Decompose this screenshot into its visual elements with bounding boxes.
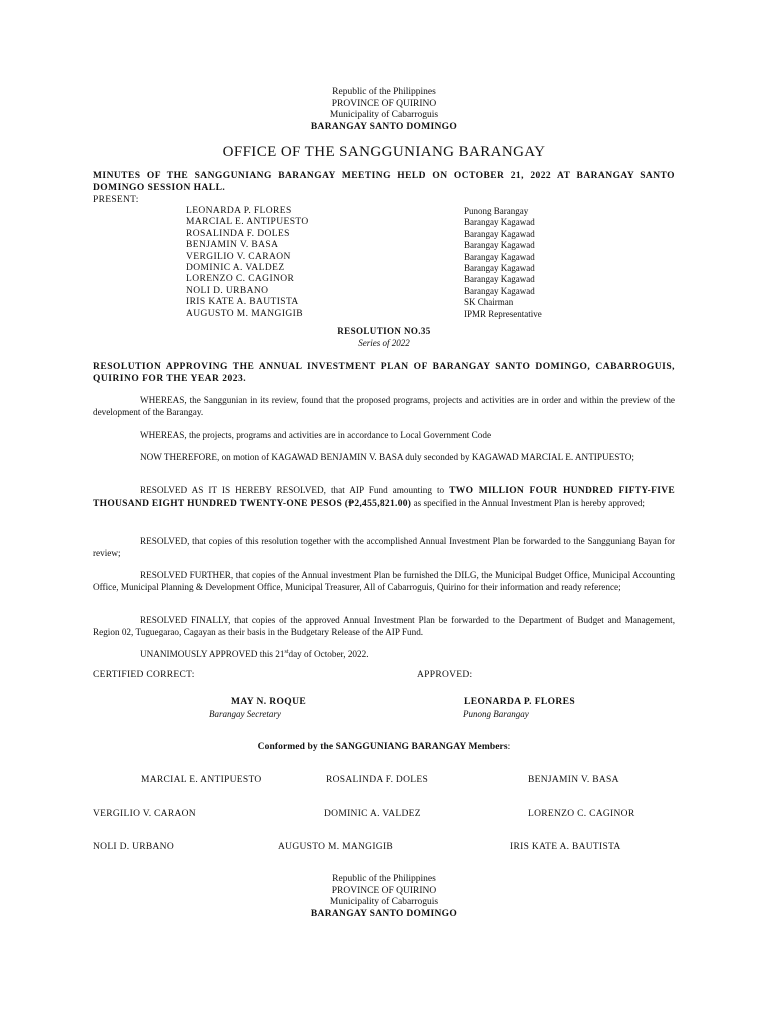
resolved-paragraph-2 bbox=[93, 535, 675, 559]
resolved-1-amount: TWO MILLION FOUR HUNDRED FIFTY-FIVE THOUSAND EIGHT HUNDRED TWENTY-ONE PESOS (₱2,455,821.00) bbox=[93, 486, 675, 509]
letterhead-bottom bbox=[0, 874, 768, 920]
punong-role: Punong Barangay bbox=[463, 709, 529, 719]
whereas-1-text: WHEREAS, the Sanggunian in its review, found that the proposed programs, projects and activities are in order and within the preview of the development of the Barangay. bbox=[93, 395, 675, 417]
conformed-line bbox=[0, 742, 768, 752]
present-row bbox=[186, 229, 586, 240]
resolved-paragraph-4 bbox=[93, 614, 675, 638]
resolved-paragraph-3 bbox=[93, 569, 675, 593]
resolution-number: RESOLUTION NO.35 bbox=[337, 326, 431, 336]
present-row bbox=[186, 309, 586, 320]
member-name: VERGILIO V. CARAON bbox=[93, 809, 196, 819]
member-name: LORENZO C. CAGINOR bbox=[528, 809, 635, 819]
present-position: Barangay Kagawad bbox=[464, 228, 535, 239]
secretary-name: MAY N. ROQUE bbox=[231, 697, 307, 707]
approved-label: APPROVED: bbox=[417, 670, 473, 680]
member-name: AUGUSTO M. MANGIGIB bbox=[278, 842, 394, 852]
resolved-4-text: RESOLVED FINALLY, that copies of the approved Annual Investment Plan be forwarded to the Department of Budget and Management, Region 02, Tuguegarao, Cagayan as their basis in the Budgetary Release of the AIP Fund. bbox=[93, 615, 675, 637]
unanimous-paragraph bbox=[93, 646, 675, 660]
present-name: AUGUSTO M. MANGIGIB bbox=[186, 308, 303, 319]
present-position: Punong Barangay bbox=[464, 206, 529, 216]
letterhead-top bbox=[0, 87, 768, 133]
letterhead-republic: Republic of the Philippines bbox=[332, 87, 436, 97]
conformed-label: Conformed by the SANGGUNIANG BARANGAY Members bbox=[257, 742, 508, 752]
minutes-heading: MINUTES OF THE SANGGUNIANG BARANGAY MEETING HELD ON OCTOBER 21, 2022 AT BARANGAY SANTO DOMINGO SESSION HALL. bbox=[93, 171, 675, 193]
present-position: Barangay Kagawad bbox=[464, 285, 535, 296]
present-name: NOLI D. URBANO bbox=[186, 285, 269, 296]
resolution-title: RESOLUTION APPROVING THE ANNUAL INVESTMENT PLAN OF BARANGAY SANTO DOMINGO, CABARROGUIS, QUIRINO FOR THE YEAR 2023. bbox=[93, 362, 675, 384]
present-row bbox=[186, 286, 586, 297]
whereas-2-text: WHEREAS, the projects, programs and activities are in accordance to Local Government Code bbox=[140, 430, 492, 440]
present-row bbox=[186, 263, 586, 274]
present-row bbox=[186, 206, 586, 217]
present-name: LORENZO C. CAGINOR bbox=[186, 274, 295, 285]
letterhead-municipality: Municipality of Cabarroguis bbox=[329, 897, 439, 907]
present-row bbox=[186, 274, 586, 285]
member-name: NOLI D. URBANO bbox=[93, 842, 174, 852]
present-label: PRESENT: bbox=[93, 195, 139, 205]
unanimous-text-b: day of October, 2022. bbox=[288, 649, 369, 660]
present-position: Barangay Kagawad bbox=[464, 240, 535, 251]
present-name: MARCIAL E. ANTIPUESTO bbox=[186, 217, 309, 228]
present-name: DOMINIC A. VALDEZ bbox=[186, 262, 285, 273]
letterhead-province: PROVINCE OF QUIRINO bbox=[331, 98, 437, 109]
present-name: IRIS KATE A. BAUTISTA bbox=[186, 297, 299, 308]
resolved-1-text-a: RESOLVED AS IT IS HEREBY RESOLVED, that AIP Fund amounting to bbox=[140, 485, 450, 495]
unanimous-ordinal: st bbox=[284, 649, 289, 655]
secretary-role: Barangay Secretary bbox=[209, 709, 281, 719]
resolved-paragraph-1 bbox=[93, 484, 675, 510]
member-name: IRIS KATE A. BAUTISTA bbox=[510, 842, 621, 852]
punong-name: LEONARDA P. FLORES bbox=[464, 697, 576, 707]
letterhead-province: PROVINCE OF QUIRINO bbox=[331, 885, 437, 896]
now-therefore-text: NOW THEREFORE, on motion of KAGAWAD BENJAMIN V. BASA duly seconded by KAGAWAD MARCIAL E. ANTIPUESTO; bbox=[140, 452, 634, 462]
certified-label: CERTIFIED CORRECT: bbox=[93, 670, 195, 680]
present-position: SK Chairman bbox=[464, 297, 514, 308]
letterhead-barangay: BARANGAY SANTO DOMINGO bbox=[310, 908, 458, 919]
present-position: Barangay Kagawad bbox=[464, 251, 535, 262]
present-position: Barangay Kagawad bbox=[464, 274, 535, 285]
whereas-paragraph-2 bbox=[93, 429, 675, 441]
present-list bbox=[186, 206, 586, 320]
present-row bbox=[186, 217, 586, 228]
present-row bbox=[186, 252, 586, 263]
resolved-1-text-b: as specified in the Annual Investment Plan is hereby approved; bbox=[411, 498, 645, 508]
present-name: LEONARDA P. FLORES bbox=[186, 206, 292, 216]
conformed-colon: : bbox=[507, 742, 511, 752]
present-row bbox=[186, 297, 586, 308]
office-title: OFFICE OF THE SANGGUNIANG BARANGAY bbox=[222, 144, 546, 160]
present-position: IPMR Representative bbox=[464, 308, 542, 319]
letterhead-barangay: BARANGAY SANTO DOMINGO bbox=[310, 121, 458, 132]
whereas-paragraph-1 bbox=[93, 394, 675, 418]
present-name: ROSALINDA F. DOLES bbox=[186, 228, 290, 239]
present-position: Barangay Kagawad bbox=[464, 262, 535, 273]
member-name: MARCIAL E. ANTIPUESTO bbox=[141, 775, 262, 785]
resolution-series: Series of 2022 bbox=[358, 338, 410, 348]
present-position: Barangay Kagawad bbox=[464, 217, 535, 228]
present-name: BENJAMIN V. BASA bbox=[186, 240, 279, 251]
letterhead-republic: Republic of the Philippines bbox=[332, 874, 436, 884]
present-name: VERGILIO V. CARAON bbox=[186, 251, 291, 262]
member-name: ROSALINDA F. DOLES bbox=[326, 775, 429, 785]
resolved-3-text: RESOLVED FURTHER, that copies of the Annual investment Plan be furnished the DILG, the Municipal Budget Office, Municipal Accounting Office, Municipal Planning & Development Office, Municipal Treasurer, All of Cabarroguis, Quirino for their information and ready reference; bbox=[93, 570, 675, 592]
present-row bbox=[186, 240, 586, 251]
resolved-2-text: RESOLVED, that copies of this resolution together with the accomplished Annual Investment Plan be forwarded to the Sangguniang Bayan for review; bbox=[93, 536, 675, 558]
now-therefore-paragraph bbox=[93, 451, 675, 463]
member-name: DOMINIC A. VALDEZ bbox=[324, 809, 421, 819]
unanimous-text-a: UNANIMOUSLY APPROVED this 21 bbox=[140, 649, 285, 660]
letterhead-municipality: Municipality of Cabarroguis bbox=[329, 110, 439, 120]
member-name: BENJAMIN V. BASA bbox=[528, 775, 619, 785]
